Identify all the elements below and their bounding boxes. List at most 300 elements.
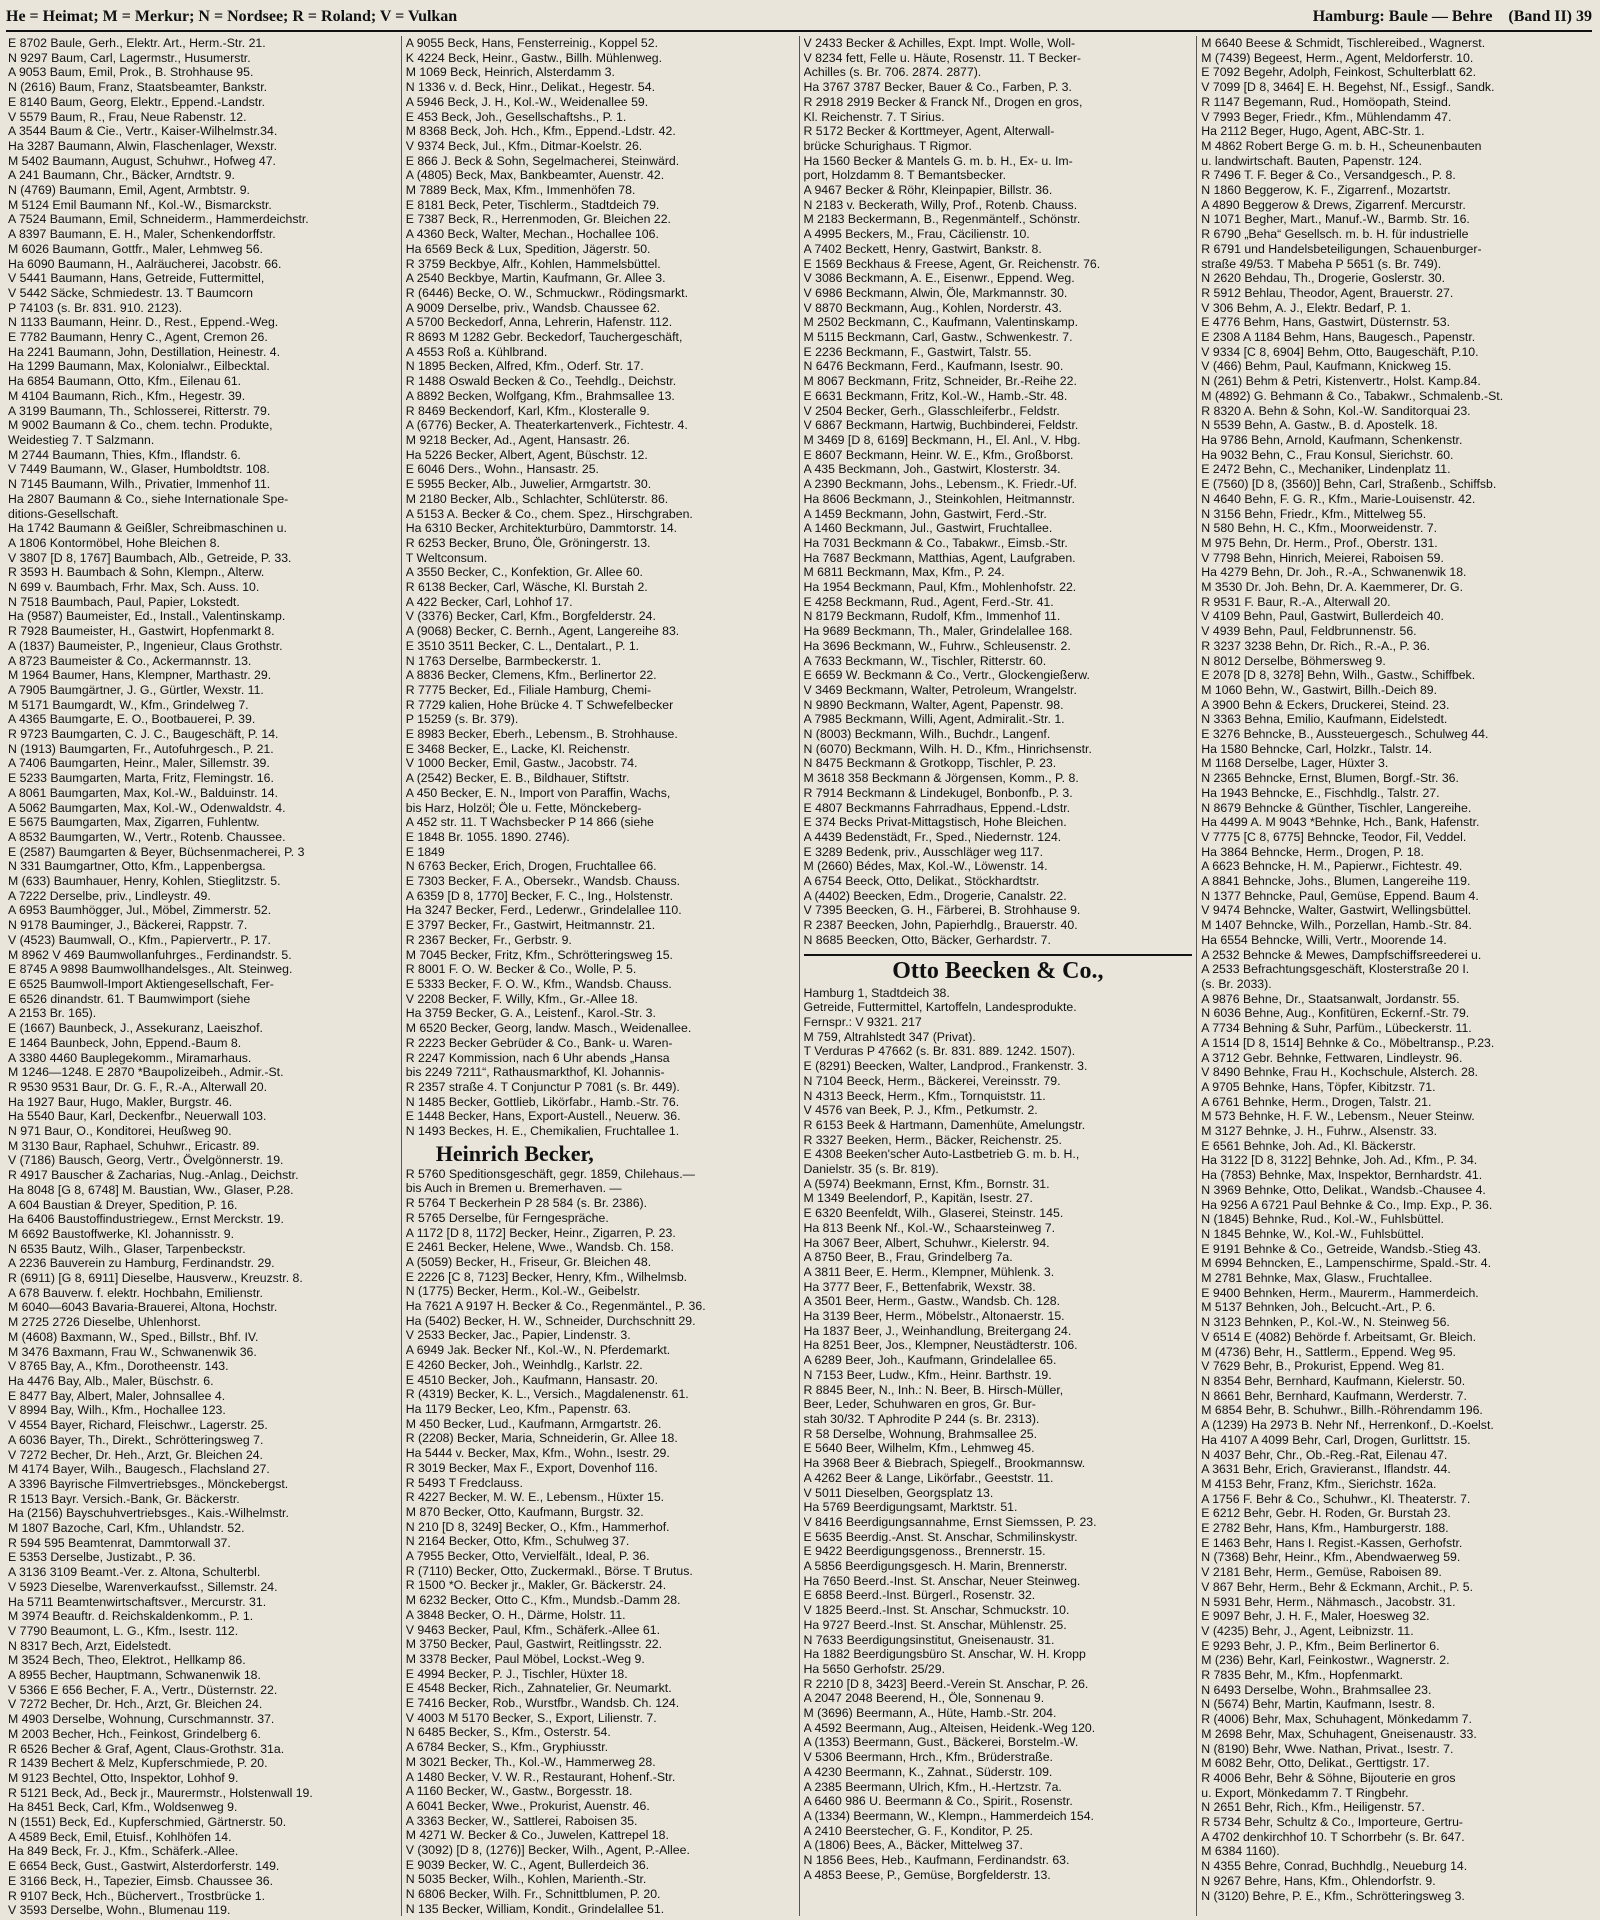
directory-entry: N 1845 Behnke, W., Kol.-W., Fuhlsbüttel. [1201,1226,1425,1241]
directory-entry: Weidestieg 7. T Salzmann. [8,432,155,447]
directory-entry: M 3618 358 Beckmann & Jörgensen, Komm., P. 8. [803,771,1079,786]
directory-entry: A 6289 Beer, Joh., Kaufmann, Grindelallee 65. [803,1353,1057,1368]
directory-entry: Ha 3122 [D 8, 3122] Behnke, Joh. Ad., Kfm., P. 34. [1201,1153,1478,1168]
directory-entry: A 6041 Becker, Wwe., Prokurist, Auenstr. 46. [405,1798,650,1813]
directory-entry: E 9097 Behr, J. H. F., Maler, Hoesweg 32. [1201,1609,1430,1624]
directory-entry: R 2210 [D 8, 3423] Beerd.-Verein St. Anschar, P. 26. [803,1676,1089,1691]
directory-entry: N 7518 Baumbach, Paul, Papier, Lokstedt. [8,594,240,609]
directory-entry: M 3530 Dr. Joh. Behn, Dr. A. Kaemmerer, Dr. G. [1201,580,1464,595]
directory-entry: Ha 1560 Becker & Mantels G. m. b. H., Ex- u. Im- [803,153,1073,168]
directory-entry: E 6654 Beck, Gust., Gastwirt, Alsterdorferstr. 149. [8,1859,280,1874]
directory-entry: Ha 1943 Behncke, E., Fischhdlg., Talstr. 27. [1201,785,1440,800]
directory-entry: E 1463 Behr, Hans I. Regist.-Kassen, Gerhofstr. [1201,1535,1463,1550]
directory-entry: V 4939 Behn, Paul, Feldbrunnenstr. 56. [1201,624,1417,639]
directory-entry: N 3363 Behna, Emilio, Kaufmann, Eidelstedt. [1201,712,1448,727]
directory-entry: N 2183 v. Beckerath, Willy, Prof., Rotenb. Chauss. [803,197,1078,212]
directory-entry: M 6040—6043 Bavaria-Brauerei, Altona, Hochstr. [8,1300,278,1315]
directory-entry: Ha 5444 v. Becker, Max, Kfm., Wohn., Isestr. 29. [405,1446,670,1461]
directory-entry: M 9002 Baumann & Co., chem. techn. Produkte, [8,418,273,433]
directory-entry: M 870 Becker, Otto, Kaufmann, Burgstr. 32. [405,1504,644,1519]
directory-entry: V 6867 Beckmann, Hartwig, Buchbinderei, Feldstr. [803,418,1079,433]
directory-entry: N 210 [D 8, 3249] Becker, O., Kfm., Hammerhof. [405,1519,670,1534]
directory-entry: M 8067 Beckmann, Fritz, Schneider, Br.-Reihe 22. [803,374,1077,389]
directory-entry: A 3544 Baum & Cie., Vertr., Kaiser-Wilhelmstr.34. [8,124,278,139]
directory-entry: Ha 8251 Beer, Jos., Klempner, Neustädterstr. 106. [803,1338,1078,1353]
directory-entry: R (7110) Becker, Otto, Zuckermakl., Börse. T Brutus. [405,1563,693,1578]
directory-column [800,36,1198,1916]
directory-entry: A 1480 Becker, V. W. R., Restaurant, Hohenf.-Str. [405,1769,676,1784]
directory-entry: N (7368) Behr, Heinr., Kfm., Abendwaerweg 59. [1201,1550,1461,1565]
directory-entry: Getreide, Futtermittel, Kartoffeln, Landesprodukte. [803,1000,1077,1015]
directory-entry: A 1514 [D 8, 1514] Behnke & Co., Möbeltransp., P.23. [1201,1035,1495,1050]
directory-entry: E 7387 Beck, R., Herrenmoden, Gr. Bleichen 22. [405,212,671,227]
directory-entry: V 5579 Baum, R., Frau, Neue Rabenstr. 12. [8,109,247,124]
directory-entry: M 6384 1160). [1201,1844,1280,1859]
directory-entry: Ha 1927 Baur, Hugo, Makler, Burgstr. 46. [8,1094,233,1109]
directory-entry: P 15259 (s. Br. 379). [405,712,519,727]
directory-entry: V 306 Behm, A. J., Elektr. Bedarf, P. 1. [1201,300,1411,315]
directory-entry: A 8723 Baumeister & Co., Ackermannstr. 13. [8,653,252,668]
directory-entry: u. landwirtschaft. Bauten, Papenstr. 124. [1201,153,1423,168]
directory-entry: A 1459 Beckmann, John, Gastwirt, Ferd.-Str. [803,506,1047,521]
directory-entry: A 6949 Jak. Becker Nf., Kol.-W., N. Pferdemarkt. [405,1343,671,1358]
directory-entry: Ha 6854 Baumann, Otto, Kfm., Eilenau 61. [8,374,242,389]
directory-entry: A 4360 Beck, Walter, Mechan., Hochallee 106. [405,227,659,242]
directory-entry: M 9218 Becker, Ad., Agent, Hansastr. 26. [405,432,630,447]
directory-entry: A 3380 4460 Bauplegekomm., Miramarhaus. [8,1050,252,1065]
directory-entry: A 5946 Beck, J. H., Kol.-W., Weidenallee 59. [405,94,649,109]
directory-entry: Ha 3696 Beckmann, W., Fuhrw., Schleusenstr. 2. [803,638,1071,653]
directory-entry: M 3476 Baxmann, Frau W., Schwanenwik 36. [8,1344,257,1359]
directory-entry: A 422 Becker, Carl, Lohhof 17. [405,594,573,609]
directory-entry: Ha 7650 Beerd.-Inst. St. Anschar, Neuer Steinweg. [803,1573,1081,1588]
directory-entry: Ha 6090 Baumann, H., Aalräucherei, Jacobstr. 66. [8,256,282,271]
directory-entry: N 1763 Derselbe, Barmbeckerstr. 1. [405,653,602,668]
directory-entry: A 5856 Beerdigungsgesch. H. Marin, Brennerstr. [803,1559,1068,1574]
directory-entry: M (2660) Bédes, Max, Kol.-W., Löwenstr. 14. [803,859,1048,874]
directory-entry: R (6446) Becke, O. W., Schmuckwr., Rödingsmarkt. [405,285,688,300]
directory-entry: Ha (9587) Baumeister, Ed., Install., Valentinskamp. [8,609,286,624]
directory-entry: M 2180 Becker, Alb., Schlachter, Schlüterstr. 86. [405,491,669,506]
directory-entry: Ha 9032 Behn, C., Frau Konsul, Sierichstr. 60. [1201,447,1454,462]
directory-entry: R 9723 Baumgarten, C. J. C., Baugeschäft, P. 14. [8,727,279,742]
directory-entry: R 1513 Bayr. Versich.-Bank, Gr. Bäckerstr. [8,1491,240,1506]
directory-entry: E 4807 Beckmanns Fahrradhaus, Eppend.-Ldstr. [803,800,1071,815]
directory-entry: E 9039 Becker, W. C., Agent, Bullerdeich 36. [405,1857,650,1872]
directory-entry: A 3501 Beer, Herm., Gastw., Wandsb. Ch. 128. [803,1294,1061,1309]
advert-heading: Heinrich Becker, [435,1140,594,1166]
directory-entry: N 2164 Becker, Otto, Kfm., Schulweg 37. [405,1534,630,1549]
directory-entry: N 9297 Baum, Carl, Lagermstr., Husumerstr. [8,50,251,65]
directory-entry: N (261) Behm & Petri, Kistenvertr., Holst. Kamp.84. [1201,374,1481,389]
directory-entry: R 1488 Oswald Becken & Co., Teehdlg., Deichstr. [405,374,677,389]
directory-entry: A 6761 Behnke, Herm., Drogen, Talstr. 21. [1201,1094,1432,1109]
directory-entry: N 8685 Beecken, Otto, Bäcker, Gerhardstr. 7. [803,932,1051,947]
directory-entry: N (4769) Baumann, Emil, Agent, Armbtstr. 9. [8,183,250,198]
directory-entry: M 4174 Bayer, Wilh., Baugesch., Flachsland 27. [8,1462,270,1477]
directory-entry: M 5137 Behnken, Joh., Belcucht.-Art., P. 6. [1201,1300,1436,1315]
directory-entry: M 2183 Beckermann, B., Regenmäntelf., Schönstr. [803,212,1081,227]
directory-entry: A (5059) Becker, H., Friseur, Gr. Bleichen 48. [405,1254,652,1269]
directory-entry: E 7303 Becker, F. A., Obersekr., Wandsb. Chauss. [405,874,681,889]
directory-entry: bis 2249 7211“, Rathausmarkthof, Kl. Johannis- [405,1065,665,1080]
directory-entry: A 3811 Beer, E. Herm., Klempner, Mühlenk. 3. [803,1264,1055,1279]
directory-entry: R 594 595 Beamtenrat, Dammtorwall 37. [8,1535,231,1550]
directory-entry: A 604 Baustian & Dreyer, Spedition, P. 16. [8,1197,238,1212]
directory-entry: R 3237 3238 Behn, Dr. Rich., R.-A., P. 36. [1201,638,1431,653]
directory-entry: V 4003 M 5170 Becker, S., Export, Lilienstr. 7. [405,1710,657,1725]
directory-entry: N (8003) Beckmann, Wilh., Buchdr., Langenf. [803,727,1051,742]
directory-entry: N 5539 Behn, A. Gastw., B. d. Apostelk. 18. [1201,418,1438,433]
directory-entry: N 1860 Beggerow, K. F., Zigarrenf., Mozartstr. [1201,183,1451,198]
directory-entry: E 1848 Br. 1055. 1890. 2746). [405,829,570,844]
directory-entry: E 374 Becks Privat-Mittagstisch, Hohe Bleichen. [803,815,1067,830]
directory-entry: Ha 3067 Beer, Albert, Schuhwr., Kielerstr. 94. [803,1235,1050,1250]
directory-entry: A 8841 Behncke, Johs., Blumen, Langereihe 119. [1201,874,1471,889]
directory-entry: Ha 1882 Beerdigungsbüro St. Anschar, W. H. Kropp [803,1647,1086,1662]
directory-entry: A 5700 Beckedorf, Anna, Lehrerin, Hafenstr. 112. [405,315,673,330]
directory-entry: Ha (2156) Bayschuhvertriebsges., Kais.-Wilhelmstr. [8,1506,289,1521]
directory-entry: R (4006) Behr, Max, Schuhagent, Mönkedamm 7. [1201,1712,1472,1727]
directory-entry: Ha 1179 Becker, Leo, Kfm., Papenstr. 63. [405,1401,632,1416]
directory-entry: A (1353) Beermann, Gust., Bäckerei, Borstelm.-W. [803,1735,1079,1750]
directory-entry: Ha 3777 Beer, F., Bettenfabrik, Wexstr. 38. [803,1279,1036,1294]
directory-entry: E 1849 [405,844,445,859]
directory-entry: N 4355 Behre, Conrad, Buchhdlg., Neueburg 14. [1201,1859,1468,1874]
directory-entry: A 9055 Beck, Hans, Fensterreinig., Koppel 52. [405,36,658,50]
directory-entry: E 8702 Baule, Gerh., Elektr. Art., Herm.-Str. 21. [8,36,266,50]
directory-entry: E 5640 Beer, Wilhelm, Kfm., Lehmweg 45. [803,1441,1035,1456]
directory-entry: A 4553 Roß a. Kühlbrand. [405,344,548,359]
directory-entry: R 2367 Becker, Fr., Gerbstr. 9. [405,932,572,947]
header-section: Hamburg: Baule — Behre [1312,8,1493,25]
directory-entry: V 2181 Behr, Herm., Gemüse, Raboisen 89. [1201,1565,1442,1580]
directory-entry: N 6485 Becker, S., Kfm., Osterstr. 54. [405,1725,611,1740]
directory-entry: A 4995 Beckers, M., Frau, Cäcilienstr. 10. [803,227,1030,242]
directory-entry: Ha (7853) Behnke, Max, Inspektor, Bernhardstr. 41. [1201,1168,1483,1183]
directory-entry: A 6036 Bayer, Th., Direkt., Schrötteringsweg 7. [8,1432,264,1447]
directory-entry: A 8061 Baumgarten, Max, Kol.-W., Balduinstr. 14. [8,785,278,800]
directory-entry: V 4576 van Beek, P. J., Kfm., Petkumstr. 2. [803,1103,1038,1118]
directory-entry: R 8320 A. Behn & Sohn, Kol.-W. Sanditorquai 23. [1201,403,1471,418]
directory-entry: V 5923 Dieselbe, Warenverkaufsst., Sillemstr. 24. [8,1579,278,1594]
directory-entry: Ha 7031 Beckmann & Co., Tabakwr., Eimsb.-Str. [803,535,1068,550]
directory-entry: V (466) Behm, Paul, Kaufmann, Knickweg 15. [1201,359,1452,374]
directory-entry: A (2542) Becker, E. B., Bildhauer, Stiftstr. [405,771,630,786]
directory-entry: R 8693 M 1282 Gebr. Beckedorf, Tauchergeschäft, [405,330,683,345]
directory-entry: A 4853 Beese, P., Gemüse, Borgfelderstr. 13. [803,1867,1051,1882]
directory-entry: Ha 5226 Becker, Albert, Agent, Büschstr. 12. [405,447,648,462]
directory-entry: A 2390 Beckmann, Johs., Lebensm., K. Friedr.-Uf. [803,477,1077,492]
directory-entry: E 6526 dinandstr. 61. T Baumwimport (siehe [8,991,251,1006]
directory-entry: Ha 3247 Becker, Ferd., Lederwr., Grindelallee 110. [405,903,682,918]
directory-entry: E 3510 3511 Becker, C. L., Dentalart., P. 1. [405,638,640,653]
directory-entry: N 7145 Baumann, Wilh., Privatier, Immenhof 11. [8,477,271,492]
directory-entry: A 8955 Becher, Hauptmann, Schwanenwik 18. [8,1668,261,1683]
directory-entry: A 3631 Behr, Erich, Gravieranst., Iflandstr. 44. [1201,1462,1451,1477]
directory-entry: E 8983 Becker, Eberh., Lebensm., B. Strohhause. [405,727,678,742]
directory-entry: R 5765 Derselbe, für Ferngespräche. [405,1210,609,1225]
header-title [1313,8,1592,26]
directory-entry: R 6253 Becker, Bruno, Öle, Gröningerstr. 13. [405,535,651,550]
directory-entry: V 2433 Becker & Achilles, Expt. Impt. Wolle, Woll- [803,36,1076,50]
directory-entry: R 5760 Speditionsgeschäft, gegr. 1859, Chilehaus.— [405,1166,695,1181]
directory-entry: V 7790 Beaumont, L. G., Kfm., Isestr. 112. [8,1623,239,1638]
directory-entry: stah 30/32. T Aphrodite P 244 (s. Br. 2313). [803,1411,1040,1426]
directory-entry: N 3123 Behnken, P., Kol.-W., N. Steinweg 56. [1201,1315,1450,1330]
directory-entry: A 450 Becker, E. N., Import von Paraffin, Wachs, [405,785,671,800]
directory-entry: M 573 Behnke, H. F. W., Lebensm., Neuer Steinw. [1201,1109,1475,1124]
directory-entry: M (4736) Behr, H., Sattlerm., Eppend. Weg 95. [1201,1344,1456,1359]
directory-entry: M 8368 Beck, Joh. Hch., Kfm., Eppend.-Ldstr. 42. [405,124,676,139]
directory-entry: A 9876 Behne, Dr., Staatsanwalt, Jordanstr. 55. [1201,991,1460,1006]
directory-entry: N 8475 Beckmann & Grotkopp, Tischler, P. 23. [803,756,1057,771]
directory-entry: V 8994 Bay, Wilh., Kfm., Hochallee 123. [8,1403,226,1418]
directory-entry: V 4554 Bayer, Richard, Fleischwr., Lagerstr. 25. [8,1418,268,1433]
directory-entry: R 6138 Becker, Carl, Wäsche, Kl. Burstah 2. [405,580,648,595]
directory-entry: N 8679 Behncke & Günther, Tischler, Langereihe. [1201,800,1472,815]
directory-entry: V 6986 Beckmann, Alwin, Öle, Markmannstr. 30. [803,285,1068,300]
directory-entry: V 7449 Baumann, W., Glaser, Humboldtstr. 108. [8,462,270,477]
directory-entry: M 1168 Derselbe, Lager, Hüxter 3. [1201,756,1389,771]
directory-entry: E 2472 Behn, C., Mechaniker, Lindenplatz 11. [1201,462,1451,477]
directory-entry: A 435 Beckmann, Joh., Gastwirt, Klosterstr. 34. [803,462,1061,477]
directory-entry: A 6460 986 U. Beermann & Co., Spirit., Rosenstr. [803,1794,1073,1809]
directory-entry: (s. Br. 2033). [1201,977,1272,991]
directory-entry: T Weltconsum. [405,550,488,565]
directory-entry: N 1856 Bees, Heb., Kaufmann, Ferdinandstr. 63. [803,1853,1070,1868]
directory-entry: M 2781 Behnke, Max, Glasw., Fruchtallee. [1201,1271,1433,1286]
directory-entry: V 7099 [D 8, 3464] E. H. Begehst, Nf., Essigf., Sandk. [1201,80,1495,95]
directory-entry: E 6631 Beckmann, Fritz, Kol.-W., Hamb.-Str. 48. [803,388,1068,403]
directory-entry: Ha 9689 Beckmann, Th., Maler, Grindelallee 168. [803,624,1073,639]
directory-entry: M 4271 W. Becker & Co., Juwelen, Kattrepel 18. [405,1828,669,1843]
directory-entry: V 5442 Säcke, Schmiedestr. 13. T Baumcorn [8,285,253,300]
directory-entry: R 3759 Beckbye, Alfr., Kohlen, Hammelsbüttel. [405,256,661,271]
directory-entry: N 4037 Behr, Chr., Ob.-Reg.-Rat, Eilenau 47. [1201,1447,1448,1462]
directory-entry: A (4402) Beecken, Edm., Drogerie, Canalstr. 22. [803,888,1067,903]
directory-entry: M 1349 Beelendorf, P., Kapitän, Isestr. 27. [803,1191,1033,1206]
directory-entry: A 9467 Becker & Röhr, Kleinpapier, Billstr. 36. [803,183,1053,198]
directory-entry: N 6535 Bautz, Wilh., Glaser, Tarpenbeckstr. [8,1241,246,1256]
directory-entry: E 4510 Becker, Joh., Kaufmann, Hansastr. 20. [405,1372,658,1387]
directory-entry: R (4319) Becker, K. L., Versich., Magdalenenstr. 61. [405,1387,689,1402]
directory-entry: N 4313 Beeck, Herm., Kfm., Tornquiststr. 11. [803,1088,1046,1103]
directory-entry: A 8892 Becken, Wolfgang, Kfm., Brahmsallee 13. [405,388,675,403]
directory-entry: R 7775 Becker, Ed., Filiale Hamburg, Chemi- [405,682,652,697]
directory-entry: V 8416 Beerdigungsannahme, Ernst Siemssen, P. 23. [803,1514,1097,1529]
directory-entry: M 8962 V 469 Baumwollanfuhrges., Ferdinandstr. 5. [8,947,292,962]
directory-entry: A 7955 Becker, Otto, Vervielfält., Ideal, P. 36. [405,1549,650,1564]
directory-entry: A (1239) Ha 2973 B. Nehr Nf., Herrenkonf., D.-Koelst. [1201,1418,1494,1433]
directory-entry: E 1464 Baunbeck, John, Eppend.-Baum 8. [8,1035,242,1050]
directory-entry: E 6525 Baumwoll-Import Aktiengesellschaft, Fer- [8,977,274,991]
directory-entry: A 4592 Beermann, Aug., Alteisen, Heidenk.-Weg 120. [803,1720,1096,1735]
directory-entry: V (3376) Becker, Carl, Kfm., Borgfelderstr. 24. [405,609,656,624]
directory-entry: E (7560) [D 8, (3560)] Behn, Carl, Straßenb., Schiffsb. [1201,477,1497,492]
directory-entry: V 7272 Becher, Dr. Heh., Arzt, Gr. Bleichen 24. [8,1447,263,1462]
directory-entry: A 8397 Baumann, E. H., Maler, Schenkendorffstr. [8,227,276,242]
directory-entry: T Verduras P 47662 (s. Br. 831. 889. 1242. 1507). [803,1044,1076,1059]
directory-entry: E 2078 [D 8, 3278] Behn, Wilh., Gastw., Schiffbek. [1201,668,1476,683]
directory-entry: Ha 4279 Behn, Dr. Joh., R.-A., Schwanenwik 18. [1201,565,1467,580]
directory-entry: A 1756 F. Behr & Co., Schuhwr., Kl. Theaterstr. 7. [1201,1491,1471,1506]
directory-entry: R 5912 Behlau, Theodor, Agent, Brauerstr. 27. [1201,285,1454,300]
directory-entry: R 2247 Kommission, nach 6 Uhr abends „Hansa [405,1050,670,1065]
directory-entry: straße 49/53. T Mabeha P 5651 (s. Br. 749). [1201,256,1442,271]
directory-entry: E (8291) Beecken, Walter, Landprod., Frankenstr. 3. [803,1059,1088,1074]
directory-entry: N 7153 Beer, Ludw., Kfm., Heinr. Barthstr. 19. [803,1367,1052,1382]
directory-entry: N 9267 Behre, Hans, Kfm., Ohlendorfstr. 9. [1201,1873,1436,1888]
directory-entry: A 7985 Beckmann, Willi, Agent, Admiralit.-Str. 1. [803,712,1065,727]
directory-entry: M 2502 Beckmann, C., Kaufmann, Valentinskamp. [803,315,1079,330]
directory-entry: A (4805) Beck, Max, Bankbeamter, Auenstr. 42. [405,168,665,183]
directory-entry: N 5035 Becker, Wilh., Kohlen, Marienth.-Str. [405,1872,647,1887]
directory-entry: M 6854 Behr, B. Schuhwr., Billh.-Röhrendamm 196. [1201,1403,1483,1418]
directory-entry: E 7416 Becker, Rob., Wurstfbr., Wandsb. Ch. 124. [405,1696,680,1711]
directory-entry: M 5124 Emil Baumann Nf., Kol.-W., Bismarckstr. [8,197,272,212]
directory-entry: R 1147 Begemann, Rud., Homöopath, Steind. [1201,94,1452,109]
directory-entry: Ha 5769 Beerdigungsamt, Marktstr. 51. [803,1500,1018,1515]
directory-entry: Ha 5711 Beamtenwirtschaftsver., Mercurstr. 31. [8,1594,267,1609]
directory-entry: V 867 Behr, Herm., Behr & Eckmann, Archit., P. 5. [1201,1579,1474,1594]
directory-entry: E 8140 Baum, Georg, Elektr., Eppend.-Landstr. [8,94,266,109]
directory-entry: M 7045 Becker, Fritz, Kfm., Schrötteringsweg 15. [405,947,673,962]
directory-entry: N 699 v. Baumbach, Frhr. Max, Sch. Auss. 10. [8,580,260,595]
directory-entry: R 8845 Beer, N., Inh.: N. Beer, B. Hirsch-Müller, [803,1382,1064,1397]
directory-entry: E 453 Beck, Joh., Gesellschaftshs., P. 1. [405,109,627,124]
directory-entry: N 1336 v. d. Beck, Hinr., Delikat., Hegestr. 54. [405,80,655,95]
directory-entry: bis Harz, Holzöl; Öle u. Fette, Mönckeberg- [405,800,642,815]
directory-entry: V 5441 Baumann, Hans, Getreide, Futtermittel, [8,271,265,286]
directory-entry: K 4224 Beck, Heinr., Gastw., Billh. Mühlenweg. [405,50,663,65]
directory-entry: E (2587) Baumgarten & Beyer, Büchsenmacherei, P. 3 [8,844,305,859]
directory-entry: A 1160 Becker, W., Gastw., Borgesstr. 18. [405,1784,633,1799]
directory-entry: A 4262 Beer & Lange, Likörfabr., Geeststr. 11. [803,1470,1054,1485]
directory-entry: M 1060 Behn, W., Gastwirt, Billh.-Deich 89. [1201,682,1438,697]
directory-entry: N 1377 Behncke, Paul, Gemüse, Eppend. Baum 4. [1201,888,1479,903]
directory-entry: R (2208) Becker, Maria, Schneiderin, Gr. Allee 18. [405,1431,678,1446]
directory-entry: Ha 4107 A 4099 Behr, Carl, Drogen, Gurlittstr. 15. [1201,1432,1471,1447]
directory-entry: V 9334 [C 8, 6904] Behm, Otto, Baugeschäft, P.10. [1201,344,1479,359]
directory-entry: R 6791 und Handelsbeteiligungen, Schauenburger- [1201,241,1482,256]
directory-entry: N 135 Becker, William, Kondit., Grindelallee 51. [405,1901,665,1916]
directory-entry: V (7186) Bausch, Georg, Vertr., Övelgönnerstr. 19. [8,1153,284,1168]
directory-entry: R 7496 T. F. Beger & Co., Versandgesch., P. 8. [1201,168,1456,183]
directory-entry: E 1569 Beckhaus & Freese, Agent, Gr. Reichenstr. 76. [803,256,1101,271]
directory-entry: A 8836 Becker, Clemens, Kfm., Berlinertor 22. [405,668,657,683]
directory-entry: N (8190) Behr, Wwe. Nathan, Privat., Isestr. 7. [1201,1741,1454,1756]
directory-entry: N 7104 Beeck, Herm., Bäckerei, Vereinsstr. 79. [803,1073,1061,1088]
directory-entry: M 2744 Baumann, Thies, Kfm., Iflandstr. 6. [8,447,241,462]
directory-entry: N 6476 Beckmann, Ferd., Kaufmann, Isestr. 90. [803,359,1064,374]
directory-entry: R 6526 Becher & Graf, Agent, Claus-Grothstr. 31a. [8,1741,285,1756]
directory-entry: N 6036 Behne, Aug., Konfitüren, Eckernf.-Str. 79. [1201,1006,1470,1021]
directory-entry: brücke Schurighaus. T Rigmor. [803,138,972,153]
directory-entry: E 3289 Bedenk, priv., Ausschläger weg 117. [803,844,1043,859]
directory-entry: E 1448 Becker, Hans, Export-Austell., Neuerw. 36. [405,1109,681,1124]
directory-entry: Ha 7621 A 9197 H. Becker & Co., Regenmäntel., P. 36. [405,1299,706,1314]
directory-entry: M 4153 Behr, Franz, Kfm., Sierichstr. 162a. [1201,1476,1437,1491]
directory-entry: A 7524 Baumann, Emil, Schneiderm., Hammerdeichstr. [8,212,309,227]
directory-entry: M (236) Behr, Karl, Feinkostwr., Wagnerstr. 2. [1201,1653,1450,1668]
directory-entry: Ha 6569 Beck & Lux, Spedition, Jägerstr. 50. [405,241,651,256]
directory-entry: E 5353 Derselbe, Justizabt., P. 36. [8,1550,196,1565]
directory-entry: N 8012 Derselbe, Böhmersweg 9. [1201,653,1386,668]
directory-entry: Ha 9786 Behn, Arnold, Kaufmann, Schenkenstr. [1201,432,1463,447]
directory-entry: N (5674) Behr, Martin, Kaufmann, Isestr. 8. [1201,1697,1435,1712]
directory-entry: A 4890 Beggerow & Drews, Zigarrenf. Mercurstr. [1201,197,1466,212]
directory-entry: M 3750 Becker, Paul, Gastwirt, Reitlingsstr. 22. [405,1637,663,1652]
directory-entry: M 5171 Baumgardt, W., Kfm., Grindelweg 7. [8,697,249,712]
directory-entry: A 5153 A. Becker & Co., chem. Spez., Hirschgraben. [405,506,693,521]
directory-entry: port, Holzdamm 8. T Bemantsbecker. [803,168,1007,183]
directory-entry: Ha 6554 Behncke, Willi, Vertr., Moorende 14. [1201,932,1447,947]
directory-entry: M 1246—1248. E 2870 *Baupolizeibeh., Admir.-St. [8,1065,284,1080]
directory-entry: A (1837) Baumeister, P., Ingenieur, Claus Grothstr. [8,638,283,653]
directory-entry: A 9705 Behnke, Hans, Töpfer, Kibitzstr. 71. [1201,1079,1436,1094]
directory-entry: V 7629 Behr, B., Prokurist, Eppend. Weg 81. [1201,1359,1445,1374]
directory-entry: R 3327 Beeken, Herm., Bäcker, Reichenstr. 25. [803,1132,1062,1147]
directory-entry: A 1806 Kontormöbel, Hohe Bleichen 8. [8,535,220,550]
directory-entry: R 9107 Beck, Hch., Büchervert., Trostbrücke 1. [8,1888,265,1903]
directory-entry: N 5931 Behr, Herm., Nähmasch., Jacobstr. 31. [1201,1594,1456,1609]
directory-entry: Ha 849 Beck, Fr. J., Kfm., Schäferk.-Allee. [8,1844,239,1859]
directory-entry: R 5493 T Fredclauss. [405,1475,523,1490]
directory-entry: Ha 6406 Baustoffindustriegew., Ernst Merckstr. 19. [8,1212,284,1227]
directory-entry: N 7633 Beerdigungsinstitut, Gneisenaustr. 31. [803,1632,1055,1647]
directory-entry: Ha 2241 Baumann, John, Destillation, Heinestr. 4. [8,344,281,359]
directory-entry: A 7633 Beckmann, W., Tischler, Ritterstr. 60. [803,653,1047,668]
directory-entry: Beer, Leder, Schuhwaren en gros, Gr. Bur- [803,1397,1036,1412]
directory-entry: V 3807 [D 8, 1767] Baumbach, Alb., Getreide, P. 33. [8,550,292,565]
directory-entry: N 580 Behn, H. C., Kfm., Moorweidenstr. 7. [1201,521,1438,536]
directory-entry: E 7092 Begehr, Adolph, Feinkost, Schulterblatt 62. [1201,65,1477,80]
directory-entry: R 5172 Becker & Korttmeyer, Agent, Alterwall- [803,124,1055,139]
directory-entry: A (5974) Beekmann, Ernst, Kfm., Bornstr. 31. [803,1176,1050,1191]
directory-entry: N 4640 Behn, F. G. R., Kfm., Marie-Louisenstr. 42. [1201,491,1476,506]
directory-entry: A (1806) Bees, A., Bäcker, Mittelweg 37. [803,1838,1023,1853]
directory-entry: A 2533 Befrachtungsgeschäft, Klosterstraße 20 I. [1201,962,1470,977]
directory-entry: M 2725 2726 Dieselbe, Uhlenhorst. [8,1315,201,1330]
directory-entry: E 3797 Becker, Fr., Gastwirt, Heitmannstr. 21. [405,918,656,933]
directory-entry: A 2047 2048 Beerend, H., Öle, Sonnenau 9. [803,1691,1045,1706]
directory-entry: M 2698 Behr, Max, Schuhagent, Gneisenaustr. 33. [1201,1726,1477,1741]
directory-entry: M (7439) Begeest, Herm., Agent, Meldorferstr. 10. [1201,50,1474,65]
directory-entry: M 3021 Becker, Th., Kol.-W., Hammerweg 28. [405,1754,656,1769]
directory-entry: Ha 5650 Gerhofstr. 25/29. [803,1661,946,1676]
directory-entry: E 6659 W. Beckmann & Co., Vertr., Glockengießerw. [803,668,1090,683]
directory-entry: M 6232 Becker, Otto C., Kfm., Mundsb.-Damm 28. [405,1593,681,1608]
directory-entry: E 8181 Beck, Peter, Tischlerm., Stadtdeich 79. [405,197,660,212]
directory-entry: V 7993 Beger, Friedr., Kfm., Mühlendamm 47. [1201,109,1452,124]
directory-entry: Fernspr.: V 9321. 217 [803,1015,922,1029]
directory-entry: V 2208 Becker, F. Willy, Kfm., Gr.-Allee 18. [405,991,638,1006]
directory-entry: N 331 Baumgartner, Otto, Kfm., Lappenbergsa. [8,859,266,874]
directory-entry: M 975 Behn, Dr. Herm., Prof., Oberstr. 131. [1201,535,1438,550]
directory-entry: E 5333 Becker, F. O. W., Kfm., Wandsb. Chauss. [405,977,672,991]
directory-entry: N 3969 Behnke, Otto, Delikat., Wandsb.-Chausee 4. [1201,1182,1486,1197]
directory-entry: A 3550 Becker, C., Konfektion, Gr. Allee 60. [405,565,643,580]
directory-entry: E 2461 Becker, Helene, Wwe., Wandsb. Ch. 158. [405,1240,674,1255]
directory-entry: A 1172 [D 8, 1172] Becker, Heinr., Zigarren, P. 23. [405,1225,676,1240]
directory-entry: A 5062 Baumgarten, Max, Kol.-W., Odenwaldstr. 4. [8,800,286,815]
directory-entry: E 2308 A 1184 Behm, Hans, Baugesch., Papenstr. [1201,330,1476,345]
directory-entry: A 4365 Baumgarte, E. O., Bootbauerei, P. 39. [8,712,256,727]
directory-entry: Ha 3139 Beer, Herm., Möbelstr., Altonaerstr. 15. [803,1309,1065,1324]
directory-entry: Ha 8606 Beckmann, J., Steinkohlen, Heitmannstr. [803,491,1075,506]
directory-entry: E 2782 Behr, Hans, Kfm., Hamburgerstr. 188. [1201,1521,1449,1536]
